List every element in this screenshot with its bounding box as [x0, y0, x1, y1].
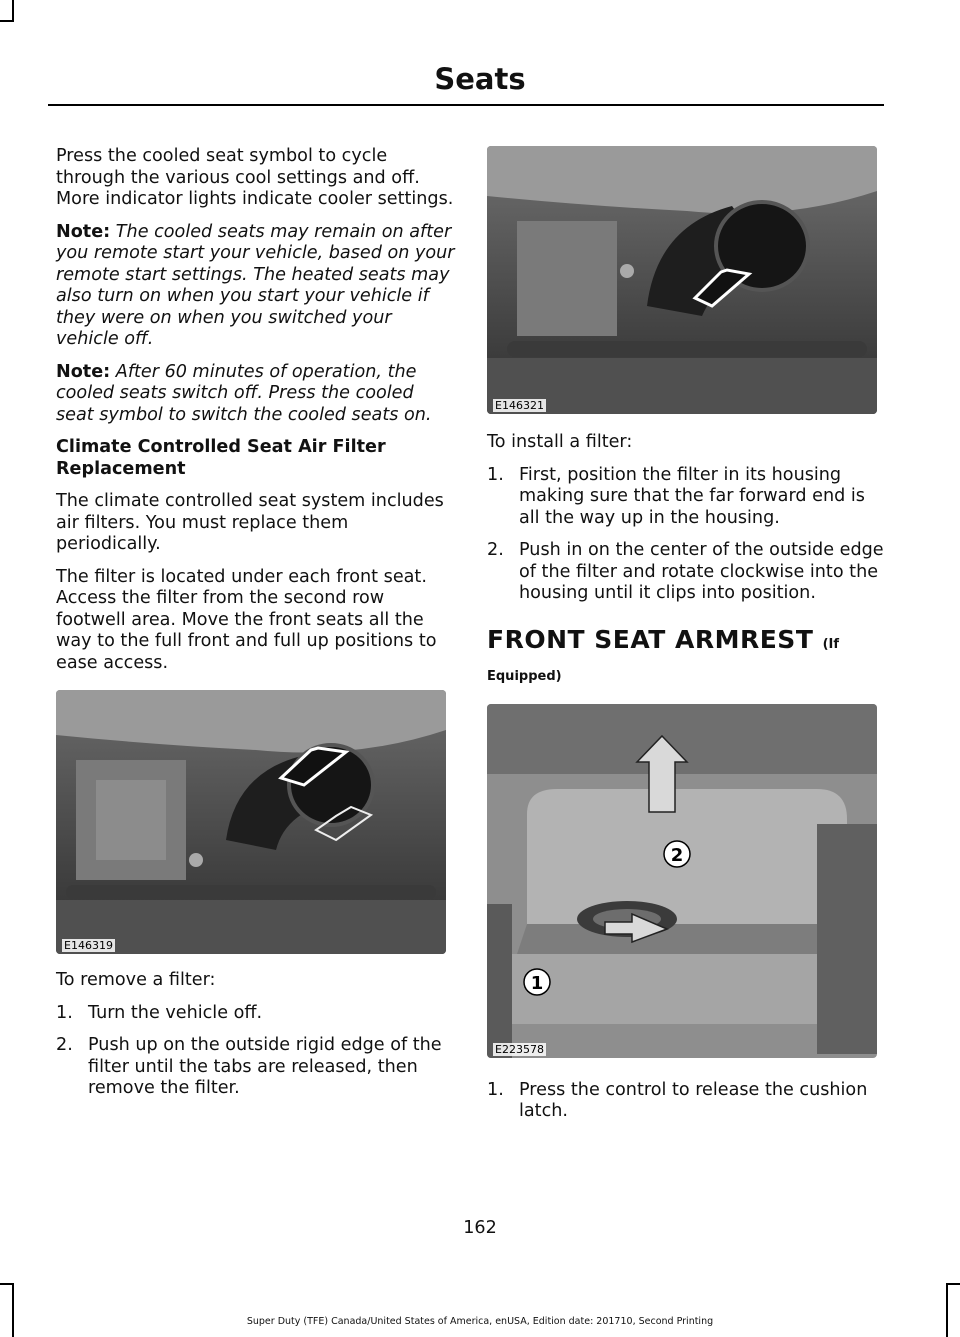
remove-steps: [56, 1003, 456, 1100]
callout-1: 1: [530, 972, 544, 994]
section-heading: FRONT SEAT ARMREST (If: [487, 624, 840, 654]
right-column: [487, 146, 887, 1134]
note-text: After 60 minutes of operation, the cooled seats switch off. Press the cooled seat symbol to switch the cooled seats on.: [56, 361, 432, 425]
page-title: Seats: [434, 62, 526, 96]
footer-text: Super Duty (TFE) Canada/United States of America, enUSA, Edition date: 201710, Second Printing: [246, 1316, 714, 1327]
note-label: Note:: [56, 221, 111, 242]
list-item: 1. Press the control to release the cushion latch.: [487, 1079, 868, 1121]
location-paragraph: The filter is located under each front seat. Access the filter from the second row footwell area. Move the front seats all the way to the full front and full up positions to ease access.: [56, 566, 437, 673]
armrest-steps: [487, 1080, 887, 1123]
filter-paragraph: The climate controlled seat system includes air filters. You must replace them periodically.: [56, 491, 444, 554]
armrest-illustration: [487, 704, 877, 1058]
filter-removal-illustration: [56, 690, 446, 954]
remove-intro: To remove a filter:: [56, 970, 216, 990]
figure-code: E146319: [64, 939, 113, 952]
install-intro: To install a filter:: [487, 432, 633, 452]
crop-mark: [12, 1283, 14, 1337]
section-suffix-continued: Equipped): [487, 668, 562, 684]
crop-mark: [946, 1283, 960, 1285]
header-divider: [48, 104, 884, 106]
callout-2: 2: [670, 844, 684, 866]
list-item: 2. Push in on the center of the outside edge of the filter and rotate clockwise into the housing until it clips into position.: [487, 540, 884, 603]
install-steps: [487, 465, 887, 605]
page-number: 162: [463, 1218, 497, 1238]
note-timeout: [56, 362, 456, 427]
figure-code: E146321: [495, 399, 544, 412]
section-suffix: (If: [822, 636, 840, 652]
crop-mark: [946, 1283, 948, 1337]
note-remote-start: [56, 222, 456, 351]
figure-code: E223578: [495, 1042, 544, 1056]
note-label: Note:: [56, 361, 111, 382]
crop-mark: [0, 20, 14, 22]
crop-mark: [0, 1283, 14, 1285]
note-text: The cooled seats may remain on after you remote start your vehicle, based on your remote start settings. The heated seats may also turn on when you start your vehicle if they were on when you switched your vehicle off.: [56, 221, 455, 349]
list-item: 2. Push up on the outside rigid edge of the filter until the tabs are released, then remove the filter.: [56, 1035, 442, 1098]
intro-paragraph: Press the cooled seat symbol to cycle through the various cool settings and off. More indicator lights indicate cooler settings.: [56, 146, 454, 209]
crop-mark: [12, 0, 14, 22]
list-item: 1. Turn the vehicle off.: [56, 1002, 263, 1023]
list-item: 1. First, position the filter in its housing making sure that the far forward end is all the way up in the housing.: [487, 464, 865, 528]
filter-installation-illustration: [487, 146, 877, 414]
subheading: Climate Controlled Seat Air Filter Replacement: [56, 437, 386, 479]
left-column: [56, 146, 456, 1111]
